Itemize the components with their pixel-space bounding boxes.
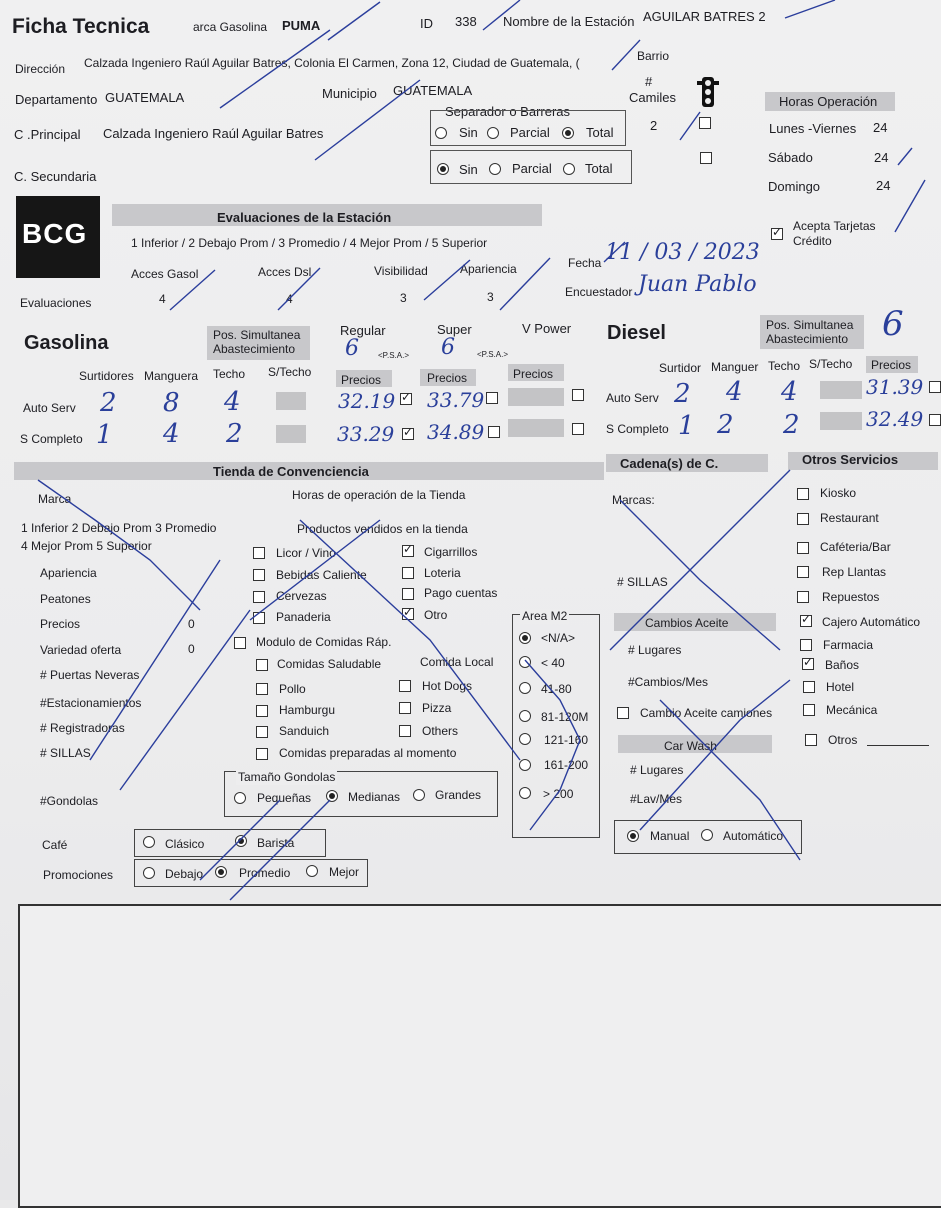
separador2-parcial-label: Parcial <box>512 161 552 176</box>
tienda-horas-label: Horas de operación de la Tienda <box>292 488 466 502</box>
eval-item-2-value: 4 <box>286 292 293 306</box>
horas-day-2: Sábado <box>768 150 813 165</box>
comida-sanduich-label: Sanduich <box>279 724 330 738</box>
otros-banos-label: Baños <box>825 658 860 672</box>
evaluaciones-label: Evaluaciones <box>20 296 92 310</box>
precios-label-1: Precios <box>341 373 382 387</box>
gas-pos-label: Pos. Simultanea Abastecimiento <box>213 328 301 356</box>
gas-row-2-manguera: 4 <box>163 419 180 449</box>
tienda-attr-7: # Registradoras <box>40 721 125 735</box>
otros-llantas-label: Rep Llantas <box>822 565 887 579</box>
horas-day-3: Domingo <box>768 179 821 194</box>
precios-label-3: Precios <box>513 367 554 381</box>
gas-row-1-super: 33.79 <box>427 388 485 412</box>
comida-saludable-label: Comidas Saludable <box>277 657 382 671</box>
diesel-header-manguer: Manguer <box>711 360 759 374</box>
prod-bebidas-label: Bebidas Caliente <box>276 568 367 582</box>
departamento-value: GUATEMALA <box>105 90 185 105</box>
regular-psa-label: <P.S.A.> <box>378 351 409 360</box>
id-label: ID <box>420 16 433 31</box>
gas-row-1-surtidores: 2 <box>100 388 117 418</box>
otros-otros-label: Otros <box>828 733 858 747</box>
prod-otro-label: Otro <box>424 608 448 622</box>
evaluaciones-title: Evaluaciones de la Estación <box>217 210 392 225</box>
barrio-label: Barrio <box>637 49 670 63</box>
gas-row-2-super: 34.89 <box>427 420 485 444</box>
cambios-mes-label: #Cambios/Mes <box>628 675 709 689</box>
tienda-attr-6: #Estacionamientos <box>40 696 142 710</box>
gas-row-1-manguera: 8 <box>163 388 180 418</box>
cafe-label: Café <box>42 838 68 852</box>
prod-licor-label: Licor / Vino <box>276 546 336 560</box>
camiones-label: Cambio Aceite camiones <box>640 706 773 720</box>
diesel-row-1-manguer: 4 <box>726 377 743 407</box>
direccion-value: Calzada Ingeniero Raúl Aguilar Batres, Colonia El Carmen, Zona 12, Ciudad de Guatemala, ( <box>84 56 580 70</box>
promo-debajo-label: Debajo <box>165 867 204 881</box>
comida-local-label: Comida Local <box>420 655 494 669</box>
regular-psa: 6 <box>345 336 359 361</box>
prod-loteria-label: Loteria <box>424 566 461 580</box>
prod-cigarrillos-label: Cigarrillos <box>424 545 478 559</box>
gas-header-techo: Techo <box>213 367 246 381</box>
station-label: Nombre de la Estación <box>503 14 635 29</box>
cafe-clasico-label: Clásico <box>165 837 205 851</box>
eval-item-1-value: 4 <box>159 292 166 306</box>
horas-day-1: Lunes -Viernes <box>769 121 857 136</box>
eval-item-4-name: Apariencia <box>460 262 517 276</box>
diesel-title: Diesel <box>607 322 666 344</box>
super-psa: 6 <box>441 335 455 360</box>
municipio-value: GUATEMALA <box>393 83 473 98</box>
carwash-lugares-label: # Lugares <box>630 763 684 777</box>
cadena-sillas-label: # SILLAS <box>617 575 668 589</box>
gondolas-label: #Gondolas <box>40 794 99 808</box>
area-opt-2-label: < 40 <box>541 656 565 670</box>
modulo-label: Modulo de Comidas Ráp. <box>256 635 392 649</box>
gas-row-1-label: Auto Serv <box>23 401 76 415</box>
comida-preparadas-label: Comidas preparadas al momento <box>279 746 457 760</box>
prod-pago-label: Pago cuentas <box>424 586 498 600</box>
comida-pollo-label: Pollo <box>279 682 306 696</box>
diesel-row-2-manguer: 2 <box>717 410 734 440</box>
gasolina-title: Gasolina <box>24 332 109 354</box>
separador2-sin-label: Sin <box>459 162 478 177</box>
departamento-label: Departamento <box>15 92 98 107</box>
super-psa-label: <P.S.A.> <box>477 350 508 359</box>
eval-item-3-name: Visibilidad <box>374 264 428 278</box>
camiles-value: 2 <box>650 118 658 133</box>
area-opt-7-label: > 200 <box>543 787 574 801</box>
gas-row-1-regular: 32.19 <box>338 389 396 413</box>
otros-repuestos-label: Repuestos <box>822 590 880 604</box>
tienda-attr-4-value: 0 <box>188 642 195 656</box>
area-opt-6-label: 161-200 <box>544 758 589 772</box>
c-secundaria-label: C. Secundaria <box>14 169 97 184</box>
tienda-attr-2: Peatones <box>40 592 91 606</box>
comida-hotdogs-label: Hot Dogs <box>422 679 473 693</box>
gas-row-2-label: S Completo <box>20 432 83 446</box>
diesel-pos-label: Pos. Simultanea Abastecimiento <box>766 318 854 346</box>
gas-header-manguera: Manguera <box>144 369 199 383</box>
tienda-attr-3: Precios <box>40 617 81 631</box>
tienda-attr-3-value: 0 <box>188 617 195 631</box>
area-title: Area M2 <box>522 609 568 623</box>
area-opt-4-label: 81-120M <box>541 710 589 724</box>
otros-hotel-label: Hotel <box>826 680 855 694</box>
municipio-label: Municipio <box>322 86 377 101</box>
eval-item-3-value: 3 <box>400 291 407 305</box>
tamano-grandes-label: Grandes <box>435 788 482 802</box>
cafe-barista-label: Barista <box>257 836 295 850</box>
tienda-scale-1: 1 Inferior 2 Debajo Prom 3 Promedio <box>21 521 217 535</box>
prod-panaderia-label: Panaderia <box>276 610 331 624</box>
tienda-title: Tienda de Convenciencia <box>213 464 369 479</box>
precios-label-2: Precios <box>427 371 468 385</box>
horas-title: Horas Operación <box>779 94 878 109</box>
promo-promedio-label: Promedio <box>239 866 291 880</box>
c-principal-value: Calzada Ingeniero Raúl Aguilar Batres <box>103 126 324 141</box>
diesel-row-1-techo: 4 <box>781 377 798 407</box>
tienda-attr-1: Apariencia <box>40 566 97 580</box>
gas-header-stecho: S/Techo <box>268 365 312 379</box>
otros-cafeteria-label: Caféteria/Bar <box>820 540 891 554</box>
tamano-pequenas-label: Pequeñas <box>257 791 312 805</box>
fecha-value: 11 / 03 / 2023 <box>605 240 760 265</box>
tienda-marca-label: Marca <box>38 492 72 506</box>
gas-row-1-techo: 4 <box>224 387 241 417</box>
station-value: AGUILAR BATRES 2 <box>643 9 766 24</box>
otros-restaurant-label: Restaurant <box>820 511 879 525</box>
separador1-total-label: Total <box>586 125 614 140</box>
otros-title: Otros Servicios <box>802 452 899 467</box>
comida-hamburgu-label: Hamburgu <box>279 703 336 717</box>
regular-label: Regular <box>340 323 386 338</box>
tienda-attr-5: # Puertas Neveras <box>40 668 140 682</box>
area-opt-5-label: 121-160 <box>544 733 589 747</box>
vpower-label: V Power <box>522 321 572 336</box>
bcg-logo: BCG <box>16 196 100 278</box>
gas-row-2-techo: 2 <box>226 419 243 449</box>
separador1-sin-label: Sin <box>459 125 478 140</box>
diesel-header-precios: Precios <box>871 358 912 372</box>
area-opt-1-label: <N/A> <box>541 631 576 645</box>
comida-pizza-label: Pizza <box>422 701 452 715</box>
separador2-total-label: Total <box>585 161 613 176</box>
id-value: 338 <box>455 14 477 29</box>
diesel-row-1-label: Auto Serv <box>606 391 659 405</box>
cambios-lugares-label: # Lugares <box>628 643 682 657</box>
gas-row-2-regular: 33.29 <box>337 422 395 446</box>
eval-item-2-name: Acces Dsl <box>258 265 312 279</box>
eval-item-4-value: 3 <box>487 290 494 304</box>
marca-value: PUMA <box>282 18 321 33</box>
prod-cervezas-label: Cervezas <box>276 589 327 603</box>
carwash-lav-label: #Lav/Mes <box>630 792 683 806</box>
form-title: Ficha Tecnica <box>12 15 150 38</box>
otros-mecanica-label: Mecánica <box>826 703 878 717</box>
otros-farmacia-label: Farmacia <box>823 638 874 652</box>
fecha-label: Fecha <box>568 256 602 270</box>
promociones-label: Promociones <box>43 868 114 882</box>
tamano-medianas-label: Medianas <box>348 790 401 804</box>
tienda-scale-2: 4 Mejor Prom 5 Superior <box>21 539 152 553</box>
otros-kiosko-label: Kiosko <box>820 486 857 500</box>
diesel-row-2-precio: 32.49 <box>866 407 924 431</box>
c-principal-label: C .Principal <box>14 127 81 142</box>
horas-value-2: 24 <box>874 150 889 165</box>
diesel-header-surtidor: Surtidor <box>659 361 702 375</box>
diesel-row-2-label: S Completo <box>606 422 669 436</box>
tamano-label: Tamaño Gondolas <box>238 770 336 784</box>
camiles-hash: # <box>645 74 653 89</box>
gas-header-surtidores: Surtidores <box>79 369 134 383</box>
evaluaciones-scale: 1 Inferior / 2 Debajo Prom / 3 Promedio / 4 Mejor Prom / 5 Superior <box>131 236 488 250</box>
diesel-header-techo: Techo <box>768 359 801 373</box>
diesel-row-1-precio: 31.39 <box>866 375 924 399</box>
horas-value-1: 24 <box>873 120 888 135</box>
encuestador-value: Juan Pablo <box>638 272 757 297</box>
diesel-row-1-surtidor: 2 <box>674 379 691 409</box>
diesel-row-2-techo: 2 <box>783 410 800 440</box>
area-opt-3-label: 41-80 <box>541 682 572 696</box>
horas-value-3: 24 <box>876 178 891 193</box>
comida-others-label: Others <box>422 724 459 738</box>
cadena-title: Cadena(s) de C. <box>620 456 719 471</box>
carwash-title: Car Wash <box>664 739 717 753</box>
otros-cajero-label: Cajero Automático <box>822 615 921 629</box>
separador1-parcial-label: Parcial <box>510 125 550 140</box>
cambios-title: Cambios Aceite <box>645 616 729 630</box>
tienda-attr-4: Variedad oferta <box>40 643 122 657</box>
camiles-label: Camiles <box>629 90 676 105</box>
tienda-attr-8: # SILLAS <box>40 746 91 760</box>
gas-row-2-surtidores: 1 <box>96 420 113 450</box>
eval-item-1-name: Acces Gasol <box>131 267 199 281</box>
encuestador-label: Encuestador <box>565 285 633 299</box>
direccion-label: Dirección <box>15 62 66 76</box>
marca-label: arca Gasolina <box>193 20 268 34</box>
diesel-header-stecho: S/Techo <box>809 357 853 371</box>
diesel-pos-value: 6 <box>882 304 904 344</box>
tarjetas-label: Acepta Tarjetas Crédito <box>793 219 876 248</box>
super-label: Super <box>437 322 472 337</box>
carwash-auto-label: Automático <box>723 829 784 843</box>
cadena-marcas-label: Marcas: <box>612 493 655 507</box>
promo-mejor-label: Mejor <box>329 865 360 879</box>
separador-label: Separador o Barreras <box>445 104 571 119</box>
diesel-row-2-surtidor: 1 <box>678 411 695 441</box>
carwash-manual-label: Manual <box>650 829 690 843</box>
productos-label: Productos vendidos en la tienda <box>297 522 468 536</box>
